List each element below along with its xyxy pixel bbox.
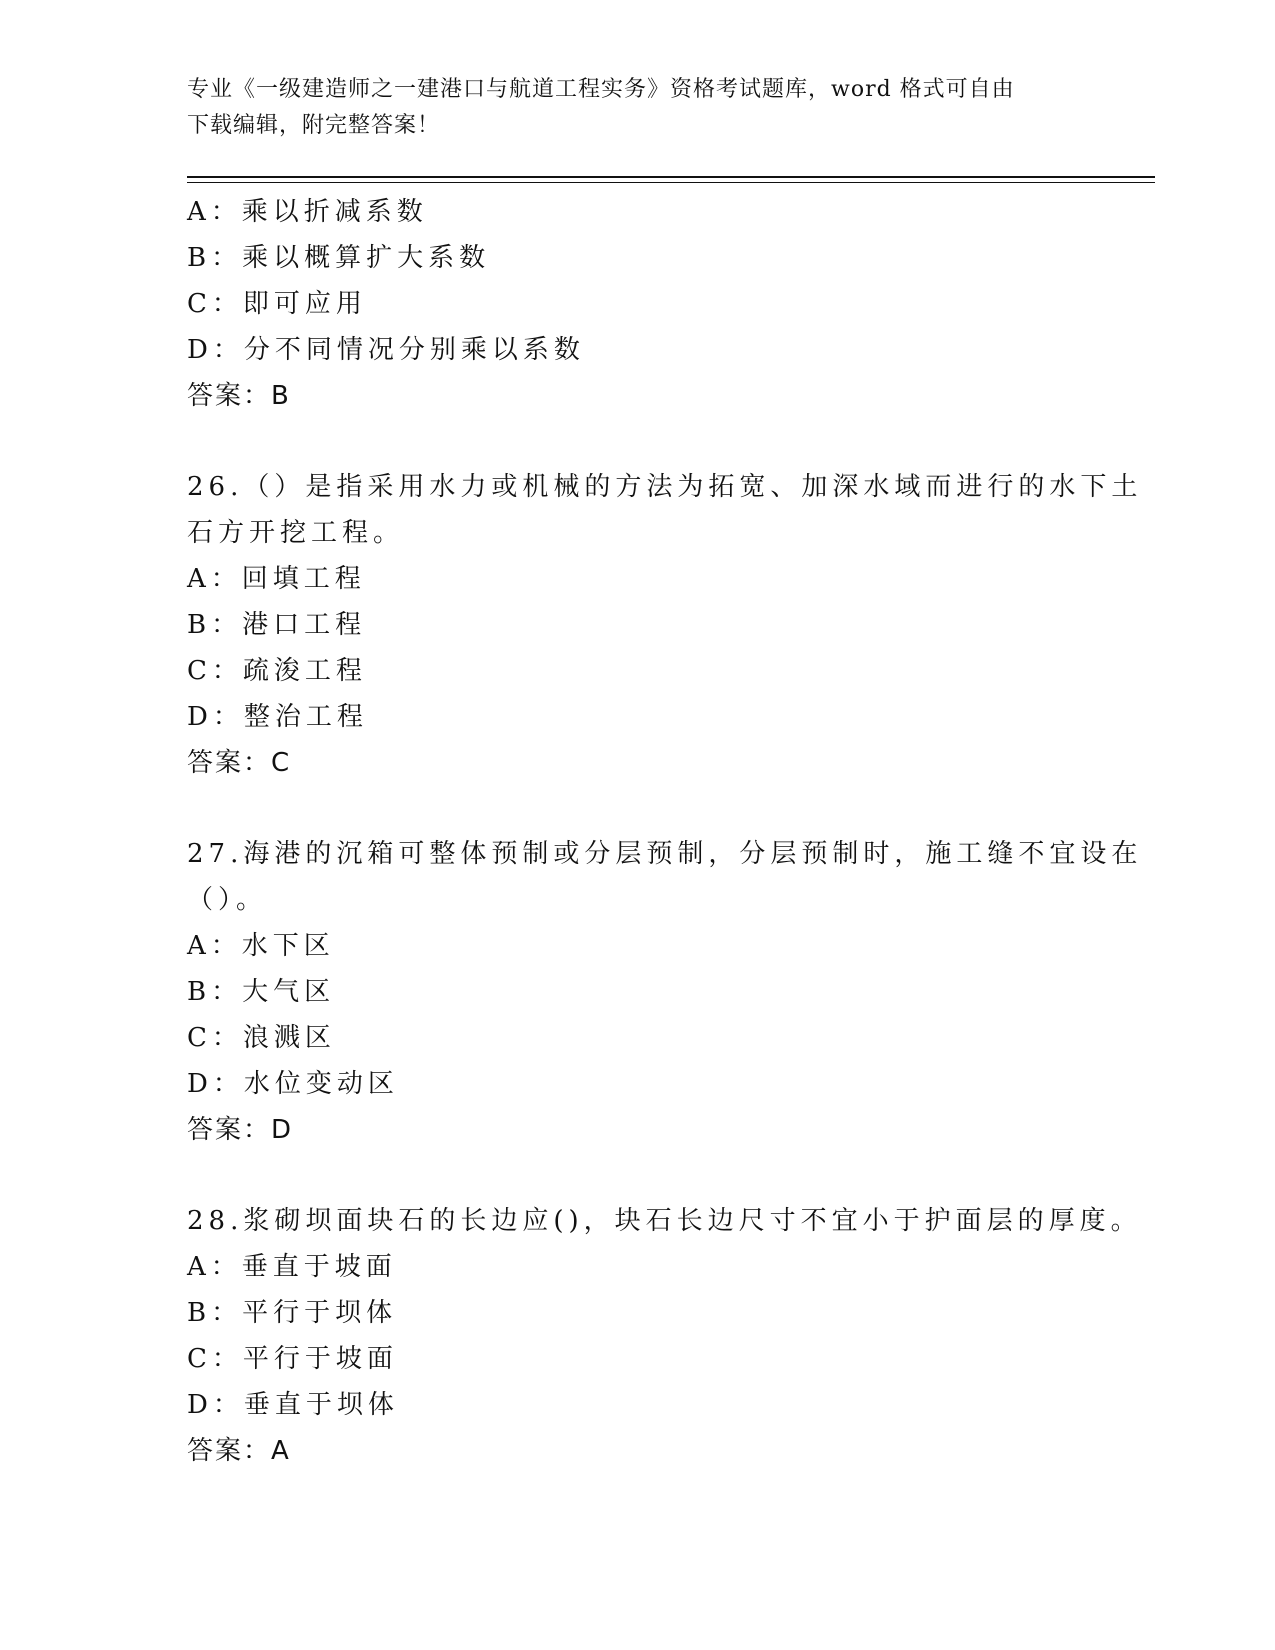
- option-c: C：浪溅区: [187, 1023, 336, 1053]
- option-d: D：分不同情况分别乘以系数: [187, 335, 585, 365]
- answer-line: 答案：C: [187, 748, 292, 778]
- question-stem-line: 27.海港的沉箱可整体预制或分层预制，分层预制时，施工缝不宜设在: [187, 839, 1143, 869]
- header-divider-thin: [187, 182, 1155, 183]
- option-c: C：疏浚工程: [187, 656, 367, 686]
- question-26: [187, 464, 1143, 786]
- question-content: [187, 189, 1143, 1474]
- option-a: A：水下区: [187, 931, 335, 961]
- option-c: C：即可应用: [187, 289, 367, 319]
- option-a: A：回填工程: [187, 564, 366, 594]
- option-b: B：平行于坝体: [187, 1298, 398, 1328]
- header-divider-thick: [187, 176, 1155, 178]
- option-c: C：平行于坡面: [187, 1344, 398, 1374]
- document-header: [187, 72, 1067, 144]
- option-b: B：大气区: [187, 977, 336, 1007]
- option-a: A：乘以折减系数: [187, 197, 428, 227]
- question-stem-line: 26.（）是指采用水力或机械的方法为拓宽、加深水域而进行的水下土: [187, 472, 1143, 502]
- option-d: D：垂直于坝体: [187, 1390, 399, 1420]
- question-stem-line: （）。: [187, 885, 268, 915]
- header-line-1: 专业《一级建造师之一建港口与航道工程实务》资格考试题库，word 格式可自由: [187, 77, 1015, 102]
- answer-line: 答案：B: [187, 381, 291, 411]
- answer-line: 答案：D: [187, 1115, 294, 1145]
- question-stem-line: 28.浆砌坝面块石的长边应()，块石长边尺寸不宜小于护面层的厚度。: [187, 1206, 1142, 1236]
- question-stem-line: 石方开挖工程。: [187, 518, 405, 548]
- question-28: [187, 1198, 1142, 1474]
- answer-line: 答案：A: [187, 1436, 291, 1466]
- option-b: B：乘以概算扩大系数: [187, 243, 491, 273]
- question-27: [187, 831, 1143, 1153]
- header-line-2: 下载编辑，附完整答案！: [187, 113, 441, 138]
- carryover-question: [187, 189, 1087, 419]
- option-d: D：整治工程: [187, 702, 368, 732]
- option-b: B：港口工程: [187, 610, 367, 640]
- option-a: A：垂直于坡面: [187, 1252, 397, 1282]
- option-d: D：水位变动区: [187, 1069, 399, 1099]
